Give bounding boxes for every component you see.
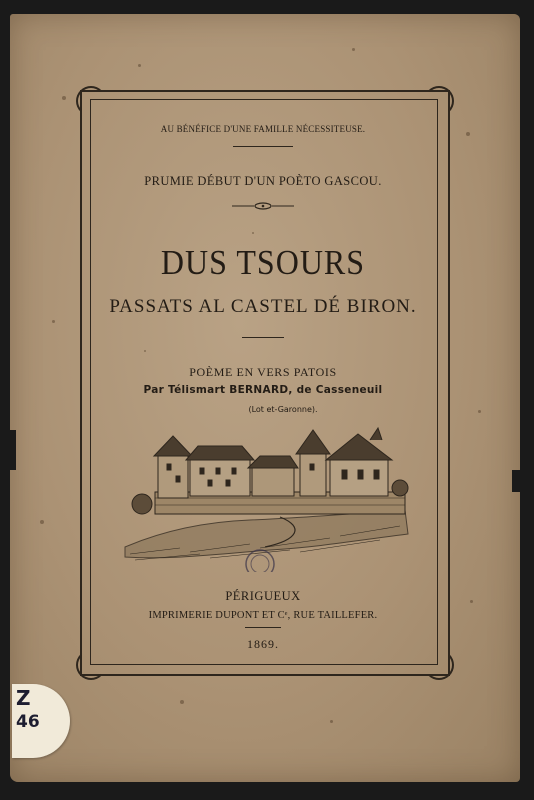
divider-rule [242, 337, 284, 338]
edge-tear [10, 430, 16, 470]
divider-rule [245, 627, 281, 628]
corner-flourish-icon [76, 86, 106, 116]
printer-line: IMPRIMERIE DUPONT ET Cᵉ, RUE TAILLEFER. [148, 610, 378, 621]
foxing-speck [470, 600, 473, 603]
foxing-speck [62, 96, 66, 100]
publication-city: PÉRIGUEUX [225, 589, 301, 603]
foxing-speck [40, 520, 44, 524]
foxing-speck [466, 132, 470, 136]
divider-rule [233, 146, 293, 147]
corner-flourish-icon [424, 650, 454, 680]
corner-flourish-icon [76, 650, 106, 680]
benefit-notice: AU BÉNÉFICE D'UNE FAMILLE NÉCESSITEUSE. [160, 124, 366, 134]
foxing-speck [52, 320, 55, 323]
foxing-speck [180, 700, 184, 704]
foxing-speck [352, 48, 355, 51]
foxing-speck [478, 410, 481, 413]
castle-engraving-illustration [120, 422, 410, 572]
first-work-line: PRUMIE DÉBUT D'UN POÈTO GASCOU. [144, 174, 382, 188]
call-number-line-2: 46 [16, 712, 40, 732]
ornament-divider-icon [232, 202, 294, 210]
call-number-line-1: Z [16, 686, 31, 710]
genre-line: POÈME EN VERS PATOIS [189, 365, 337, 379]
foxing-speck [330, 720, 333, 723]
corner-flourish-icon [424, 86, 454, 116]
book-subtitle: PASSATS AL CASTEL DÉ BIRON. [109, 296, 417, 317]
foxing-speck [138, 64, 141, 67]
edge-tear [512, 470, 520, 492]
publication-year: 1869. [247, 637, 279, 651]
book-title: DUS TSOURS [160, 242, 366, 282]
author-region: (Lot et-Garonne). [248, 405, 318, 414]
author-line: Par Télismart BERNARD, de Casseneuil [143, 384, 383, 396]
